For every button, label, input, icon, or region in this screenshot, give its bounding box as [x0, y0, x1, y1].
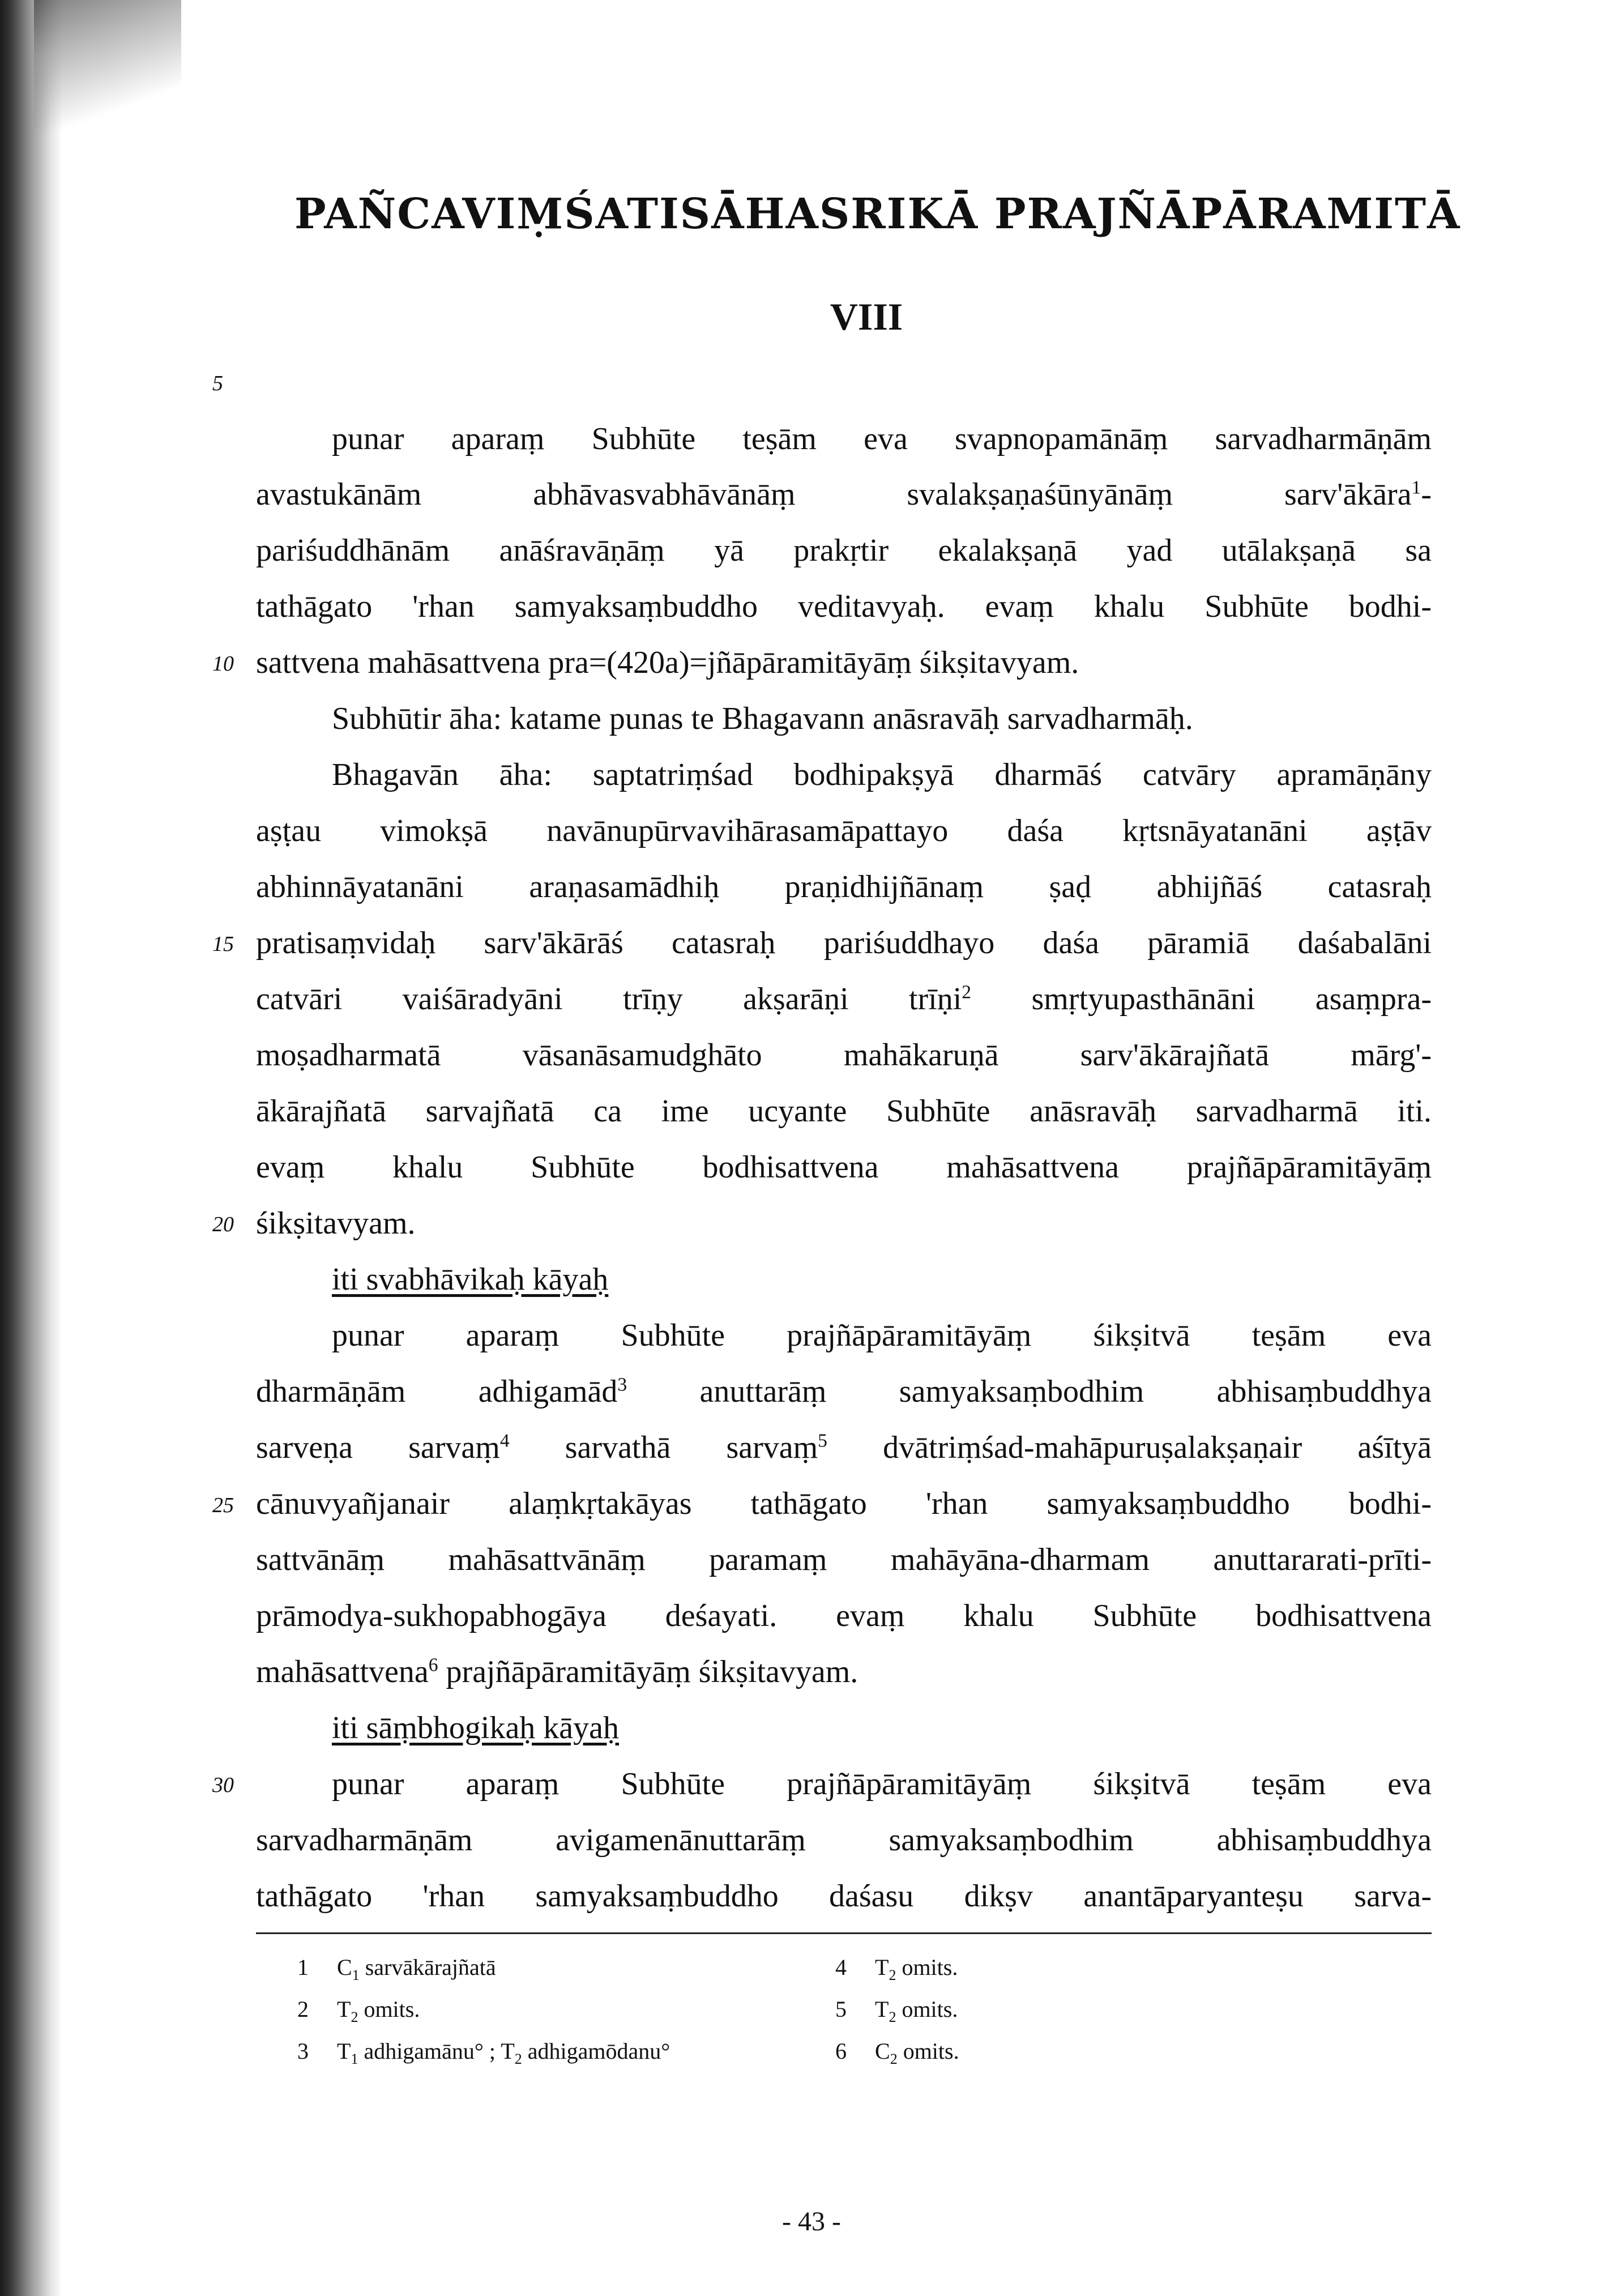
text-line: moṣadharmatā vāsanāsamudghāto mahākaruṇā sarv'ākārajñatā mārg'-	[256, 1038, 1432, 1073]
section-heading: iti svabhāvikaḥ kāyaḥ	[332, 1262, 609, 1297]
page-title: PAÑCAVIṂŚATISĀHASRIKĀ PRAJÑĀPĀRAMITĀ	[294, 190, 1461, 238]
footnote-ref: 2	[962, 981, 972, 1003]
footnote-5: 5 $T_2$ omits.	[835, 1996, 958, 2025]
text-line: punar aparaṃ Subhūte prajñāpāramitāyāṃ śikṣitvā teṣām eva	[332, 1766, 1432, 1802]
footnote-divider	[256, 1932, 1432, 1934]
footnote-ref: 3	[617, 1374, 627, 1395]
text-line: prāmodya-sukhopabhogāya deśayati. evaṃ khalu Subhūte bodhisattvena	[256, 1598, 1432, 1633]
text-line: evaṃ khalu Subhūte bodhisattvena mahāsattvena prajñāpāramitāyāṃ	[256, 1150, 1432, 1185]
line-number-30: 30	[212, 1773, 234, 1797]
text-line: punar aparaṃ Subhūte teṣām eva svapnopamānāṃ sarvadharmāṇām	[332, 421, 1432, 456]
text-line: sarvadharmāṇām avigamenānuttarāṃ samyaksaṃbodhim abhisaṃbuddhya	[256, 1823, 1432, 1858]
text-line: Bhagavān āha: saptatriṃśad bodhipakṣyā dharmāś catvāry apramāṇāny	[332, 757, 1432, 792]
text-line: pratisaṃvidaḥ sarv'ākārāś catasraḥ pariśuddhayo daśa pāramiā daśabalāni	[256, 925, 1432, 961]
line-number-5: 5	[212, 372, 223, 395]
text-line: abhinnāyatanāni araṇasamādhiḥ praṇidhijñānaṃ ṣaḍ abhijñāś catasraḥ	[256, 869, 1432, 904]
text-line: avastukānām abhāvasvabhāvānāṃ svalakṣaṇaśūnyānāṃ sarv'ākāra$^1$-	[256, 477, 1432, 512]
line-number-20: 20	[212, 1213, 234, 1236]
footnote-2: 2 $T_2$ omits.	[297, 1996, 420, 2025]
text-line: ākārajñatā sarvajñatā ca ime ucyante Subhūte anāsravāḥ sarvadharmā iti.	[256, 1094, 1432, 1129]
text-line: cānuvyañjanair alaṃkṛtakāyas tathāgato 'rhan samyaksaṃbuddho bodhi-	[256, 1486, 1432, 1521]
text-line: tathāgato 'rhan samyaksaṃbuddho daśasu dikṣv anantāparyanteṣu sarva-	[256, 1879, 1432, 1914]
text-line: pariśuddhānām anāśravāṇāṃ yā prakṛtir ekalakṣaṇā yad utālakṣaṇā sa	[256, 533, 1432, 568]
binding-corner-shadow	[34, 0, 181, 181]
footnote-4: 4 $T_2$ omits.	[835, 1954, 958, 1983]
text-line: sarveṇa sarvaṃ$^4$ sarvathā sarvaṃ$^5$ dvātriṃśad-mahāpuruṣalakṣaṇair aśītyā	[256, 1430, 1432, 1465]
text-line: tathāgato 'rhan samyaksaṃbuddho veditavyaḥ. evaṃ khalu Subhūte bodhi-	[256, 589, 1432, 624]
text-line: punar aparaṃ Subhūte prajñāpāramitāyāṃ śikṣitvā teṣām eva	[332, 1318, 1432, 1353]
text-line: sattvena mahāsattvena pra=(420a)=jñāpāramitāyāṃ śikṣitavyam.	[256, 645, 1079, 680]
footnote-3: 3 $T_1$ adhigamānu° ; $T_2$ adhigamōdanu°	[297, 2038, 670, 2067]
text-line: śikṣitavyam.	[256, 1206, 416, 1241]
footnote-ref: 1	[1411, 477, 1421, 498]
footnote-ref: 4	[499, 1430, 510, 1452]
text-line: Subhūtir āha: katame punas te Bhagavann anāsravāḥ sarvadharmāḥ.	[332, 701, 1193, 736]
text-line: sattvānāṃ mahāsattvānāṃ paramaṃ mahāyāna-dharmam anuttararati-prīti-	[256, 1542, 1432, 1577]
footnote-1: 1 $C_1$ sarvākārajñatā	[297, 1954, 496, 1983]
footnote-6: 6 $C_2$ omits.	[835, 2038, 959, 2067]
text-line: aṣṭau vimokṣā navānupūrvavihārasamāpattayo daśa kṛtsnāyatanāni aṣṭāv	[256, 813, 1432, 848]
text-line: catvāri vaiśāradyāni trīṇy akṣarāṇi trīṇi$^2$ smṛtyupasthānāni asaṃpra-	[256, 981, 1432, 1017]
footnote-ref: 6	[428, 1654, 438, 1676]
text-line: mahāsattvena$^6$ prajñāpāramitāyāṃ śikṣitavyam.	[256, 1654, 859, 1689]
binding-shadow	[0, 0, 62, 2296]
page-number: - 43 -	[782, 2207, 841, 2237]
footnote-ref: 5	[818, 1430, 827, 1452]
text-line: dharmāṇām adhigamād$^3$ anuttarāṃ samyaksaṃbodhim abhisaṃbuddhya	[256, 1374, 1432, 1409]
line-number-15: 15	[212, 932, 234, 956]
line-number-10: 10	[212, 652, 234, 676]
line-number-25: 25	[212, 1493, 234, 1517]
section-heading: iti sāṃbhogikaḥ kāyaḥ	[332, 1710, 620, 1746]
chapter-heading: VIII	[830, 295, 903, 338]
